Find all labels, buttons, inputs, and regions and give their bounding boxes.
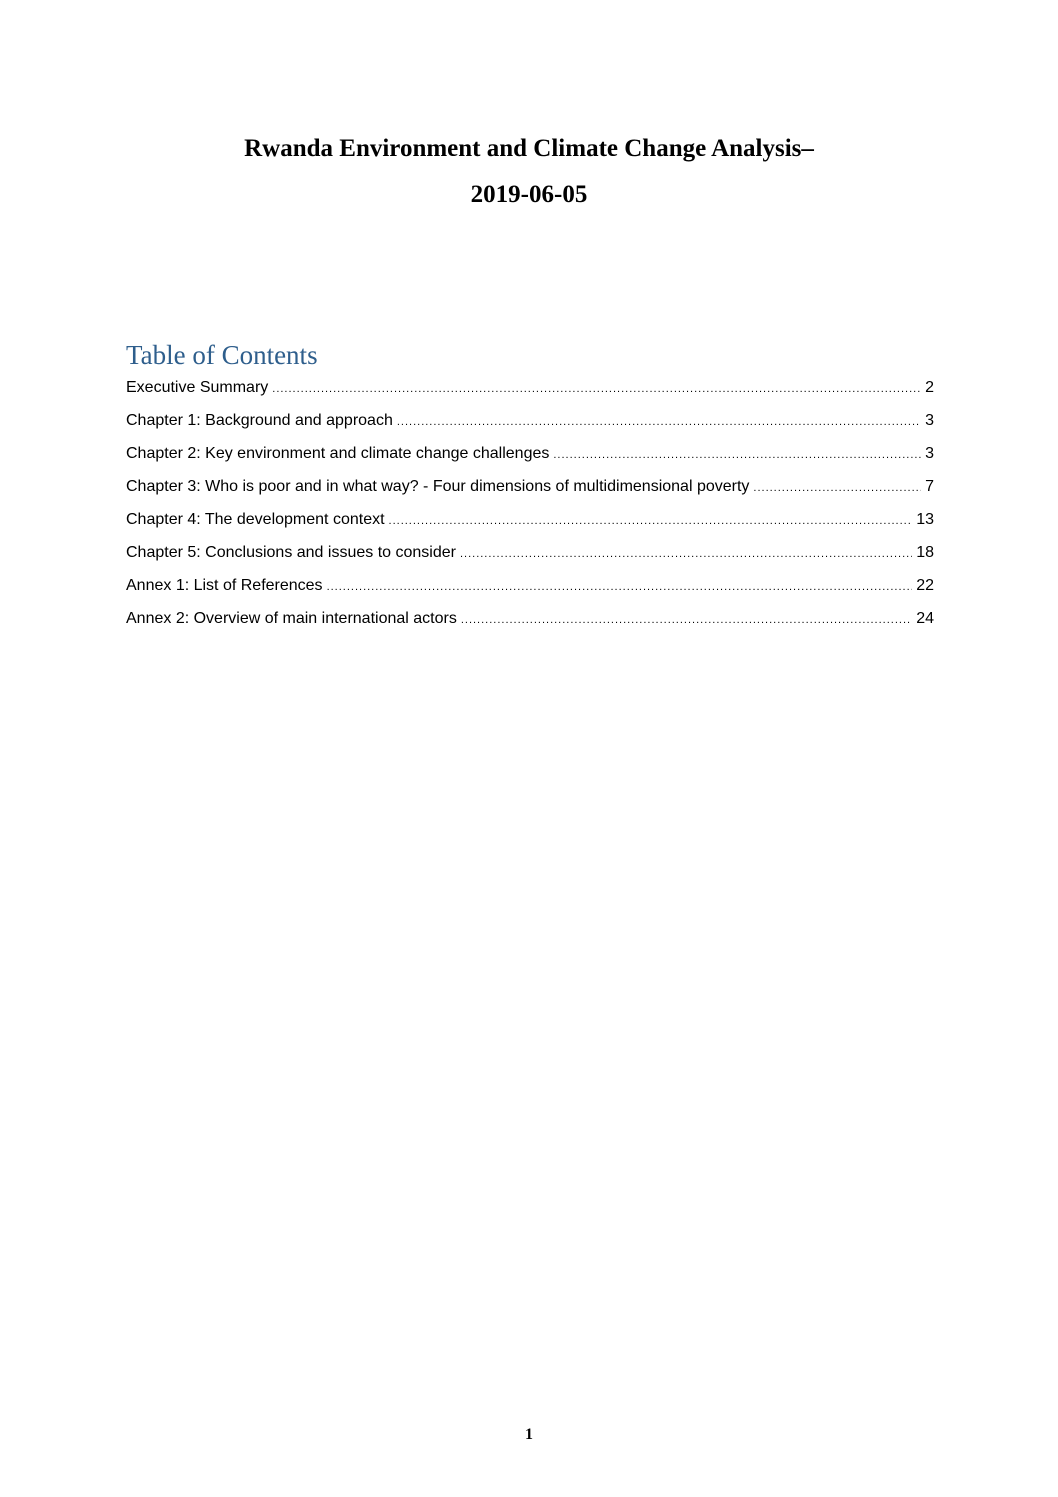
toc-entry-label: Chapter 1: Background and approach: [126, 412, 393, 429]
toc-entry-chapter-4[interactable]: [126, 510, 934, 543]
toc-dot-leader: [753, 478, 921, 498]
page-number: 1: [525, 1426, 533, 1443]
toc-entry-page: 3: [925, 412, 934, 429]
toc-entry-label: Chapter 2: Key environment and climate change challenges: [126, 445, 550, 462]
toc-dot-leader: [461, 610, 912, 630]
document-title: [0, 126, 1058, 218]
toc-entry-page: 3: [925, 445, 934, 462]
title-line-1: Rwanda Environment and Climate Change Analysis–: [244, 135, 814, 162]
toc-heading: Table of Contents: [126, 340, 318, 370]
toc-dot-leader: [327, 577, 913, 597]
toc-entry-label: Chapter 3: Who is poor and in what way? - Four dimensions of multidimensional poverty: [126, 478, 750, 495]
toc-entry-annex-2[interactable]: [126, 609, 934, 642]
toc-entry-page: 24: [916, 610, 934, 627]
toc-entry-chapter-1[interactable]: [126, 411, 934, 444]
toc-list: [126, 378, 934, 642]
title-line-2: 2019-06-05: [470, 181, 588, 208]
toc-dot-leader: [389, 511, 913, 531]
toc-dot-leader: [272, 379, 921, 399]
toc-entry-chapter-2[interactable]: [126, 444, 934, 477]
toc-dot-leader: [397, 412, 921, 432]
table-of-contents: [126, 336, 934, 642]
toc-dot-leader: [553, 445, 921, 465]
toc-entry-chapter-3[interactable]: [126, 477, 934, 510]
toc-entry-label: Chapter 5: Conclusions and issues to consider: [126, 544, 456, 561]
toc-entry-chapter-5[interactable]: [126, 543, 934, 576]
toc-entry-page: 2: [925, 379, 934, 396]
toc-entry-executive-summary[interactable]: [126, 378, 934, 411]
toc-entry-page: 7: [925, 478, 934, 495]
toc-entry-page: 13: [916, 511, 934, 528]
toc-entry-label: Annex 1: List of References: [126, 577, 323, 594]
toc-entry-page: 22: [916, 577, 934, 594]
toc-dot-leader: [460, 544, 912, 564]
toc-entry-annex-1[interactable]: [126, 576, 934, 609]
toc-entry-page: 18: [916, 544, 934, 561]
toc-entry-label: Chapter 4: The development context: [126, 511, 385, 528]
toc-entry-label: Annex 2: Overview of main international actors: [126, 610, 457, 627]
toc-entry-label: Executive Summary: [126, 379, 269, 396]
